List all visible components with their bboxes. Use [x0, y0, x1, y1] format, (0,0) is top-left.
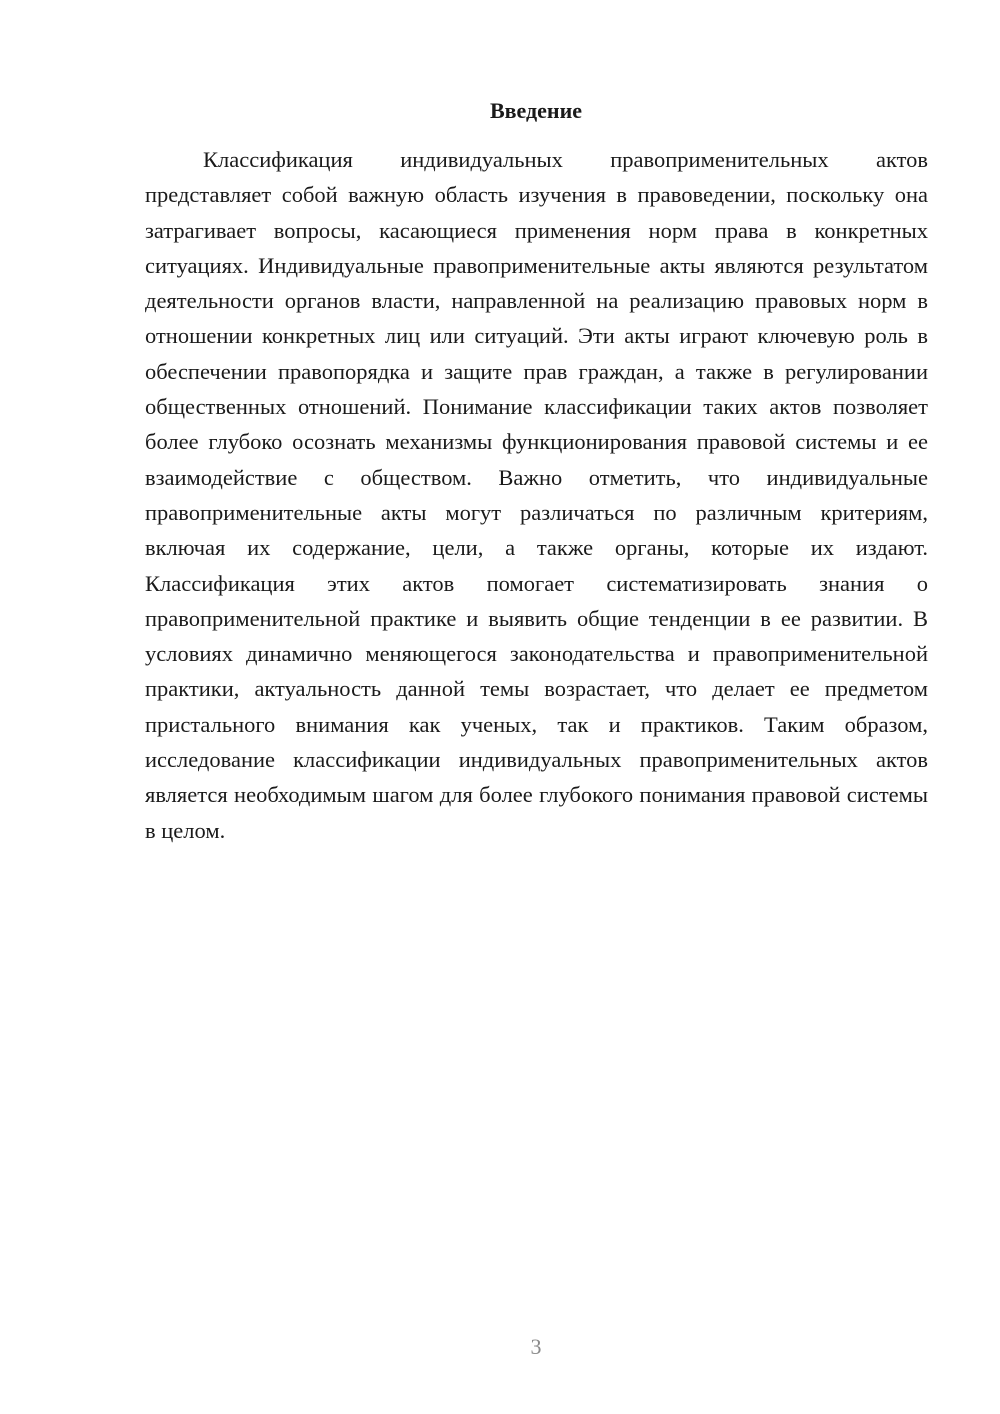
body-paragraph: Классификация индивидуальных правоприменительных актов представляет собой важную область изучения в правоведении, поскольку она затрагивает вопросы, касающиеся применения норм права в конкретных ситуациях. Индивидуальные правоприменительные акты являются результатом деятельности органов власти, направленной на реализацию правовых норм в отношении конкретных лиц или ситуаций. Эти акты играют ключевую роль в обеспечении правопорядка и защите прав граждан, а также в регулировании общественных отношений. Понимание классификации таких актов позволяет более глубоко осознать механизмы функционирования правовой системы и ее взаимодействие с обществом. Важно отметить, что индивидуальные правоприменительные акты могут различаться по различным критериям, включая их содержание, цели, а также органы, которые их издают. Классификация этих актов помогает систематизировать знания о правоприменительной практике и выявить общие тенденции в ее развитии. В условиях динамично меняющегося законодательства и правоприменительной практики, актуальность данной темы возрастает, что делает ее предметом пристального внимания как ученых, так и практиков. Таким образом, исследование классификации индивидуальных правоприменительных актов является необходимым шагом для более глубокого понимания правовой системы в целом. [145, 147, 928, 843]
page-number: 3 [530, 1334, 542, 1359]
section-heading: Введение [489, 98, 583, 123]
